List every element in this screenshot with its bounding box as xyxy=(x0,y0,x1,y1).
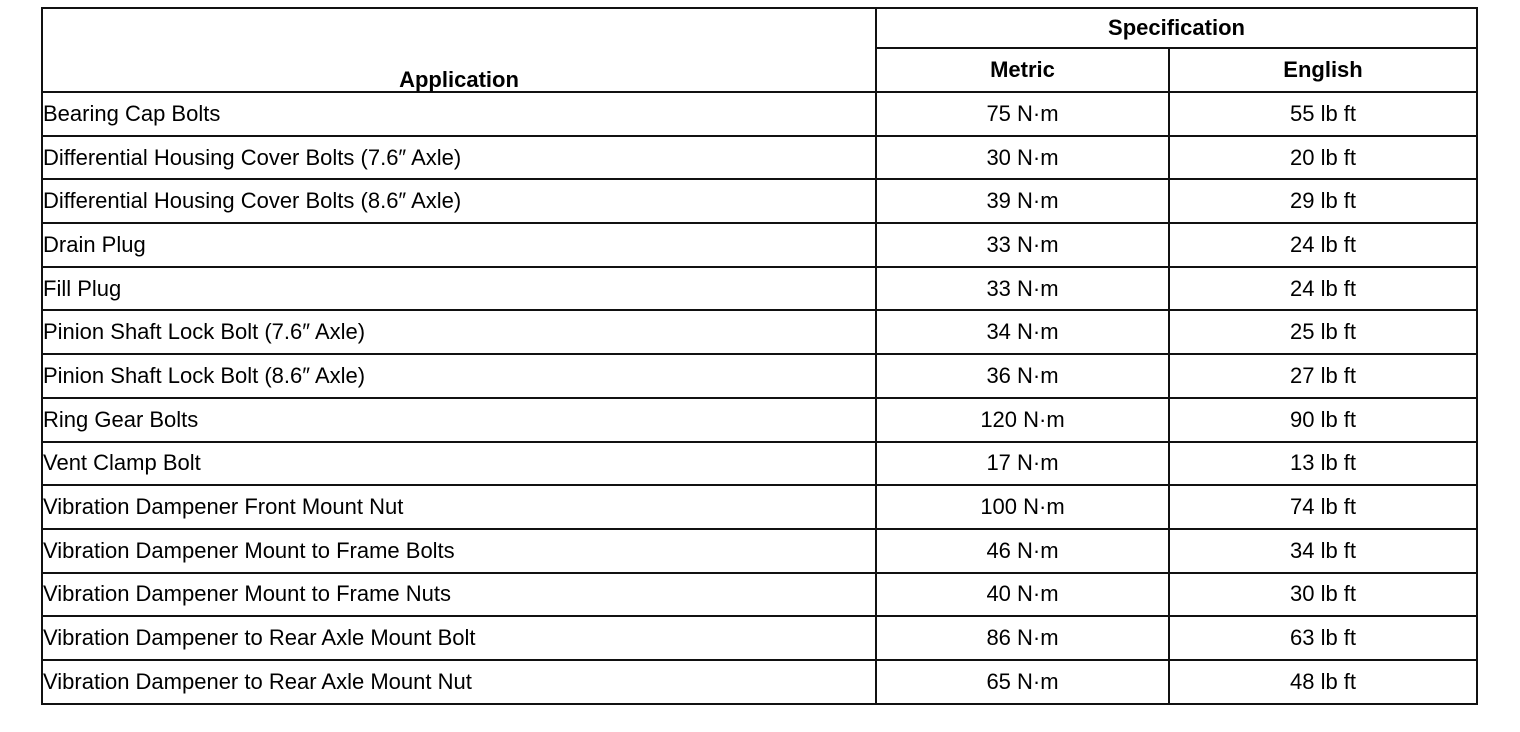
application-cell: Ring Gear Bolts xyxy=(42,398,876,442)
torque-spec-table xyxy=(41,7,1478,705)
table-row xyxy=(42,179,1477,223)
specification-header: Specification xyxy=(876,8,1477,48)
metric-cell: 34 N·m xyxy=(876,310,1169,354)
table-row xyxy=(42,398,1477,442)
table-row xyxy=(42,485,1477,529)
header-row-top xyxy=(42,8,1477,48)
table-row xyxy=(42,92,1477,136)
metric-cell: 120 N·m xyxy=(876,398,1169,442)
metric-cell: 36 N·m xyxy=(876,354,1169,398)
english-cell: 55 lb ft xyxy=(1169,92,1477,136)
application-cell: Pinion Shaft Lock Bolt (7.6″ Axle) xyxy=(42,310,876,354)
table-row xyxy=(42,267,1477,311)
metric-cell: 65 N·m xyxy=(876,660,1169,704)
metric-cell: 75 N·m xyxy=(876,92,1169,136)
english-cell: 20 lb ft xyxy=(1169,136,1477,180)
table-body xyxy=(42,92,1477,704)
application-cell: Vibration Dampener to Rear Axle Mount Bolt xyxy=(42,616,876,660)
table-row xyxy=(42,310,1477,354)
application-cell: Bearing Cap Bolts xyxy=(42,92,876,136)
metric-cell: 39 N·m xyxy=(876,179,1169,223)
english-cell: 24 lb ft xyxy=(1169,267,1477,311)
metric-cell: 30 N·m xyxy=(876,136,1169,180)
english-cell: 25 lb ft xyxy=(1169,310,1477,354)
metric-cell: 40 N·m xyxy=(876,573,1169,617)
metric-cell: 86 N·m xyxy=(876,616,1169,660)
application-cell: Fill Plug xyxy=(42,267,876,311)
english-cell: 30 lb ft xyxy=(1169,573,1477,617)
application-cell: Vibration Dampener Front Mount Nut xyxy=(42,485,876,529)
table-row xyxy=(42,529,1477,573)
english-cell: 27 lb ft xyxy=(1169,354,1477,398)
table-row xyxy=(42,442,1477,486)
metric-cell: 33 N·m xyxy=(876,267,1169,311)
table-row xyxy=(42,573,1477,617)
application-cell: Vent Clamp Bolt xyxy=(42,442,876,486)
english-cell: 29 lb ft xyxy=(1169,179,1477,223)
table-row xyxy=(42,223,1477,267)
metric-cell: 100 N·m xyxy=(876,485,1169,529)
english-cell: 63 lb ft xyxy=(1169,616,1477,660)
english-cell: 13 lb ft xyxy=(1169,442,1477,486)
metric-cell: 46 N·m xyxy=(876,529,1169,573)
application-cell: Drain Plug xyxy=(42,223,876,267)
application-cell: Vibration Dampener Mount to Frame Bolts xyxy=(42,529,876,573)
english-header: English xyxy=(1169,48,1477,92)
table-row xyxy=(42,616,1477,660)
table-header xyxy=(42,8,1477,92)
application-cell: Vibration Dampener Mount to Frame Nuts xyxy=(42,573,876,617)
metric-cell: 17 N·m xyxy=(876,442,1169,486)
application-cell: Pinion Shaft Lock Bolt (8.6″ Axle) xyxy=(42,354,876,398)
english-cell: 48 lb ft xyxy=(1169,660,1477,704)
table-row xyxy=(42,354,1477,398)
english-cell: 90 lb ft xyxy=(1169,398,1477,442)
application-header: Application xyxy=(42,8,876,92)
metric-header: Metric xyxy=(876,48,1169,92)
english-cell: 24 lb ft xyxy=(1169,223,1477,267)
table-row xyxy=(42,660,1477,704)
english-cell: 74 lb ft xyxy=(1169,485,1477,529)
table-row xyxy=(42,136,1477,180)
english-cell: 34 lb ft xyxy=(1169,529,1477,573)
application-cell: Differential Housing Cover Bolts (8.6″ Axle) xyxy=(42,179,876,223)
application-cell: Vibration Dampener to Rear Axle Mount Nut xyxy=(42,660,876,704)
application-cell: Differential Housing Cover Bolts (7.6″ Axle) xyxy=(42,136,876,180)
metric-cell: 33 N·m xyxy=(876,223,1169,267)
